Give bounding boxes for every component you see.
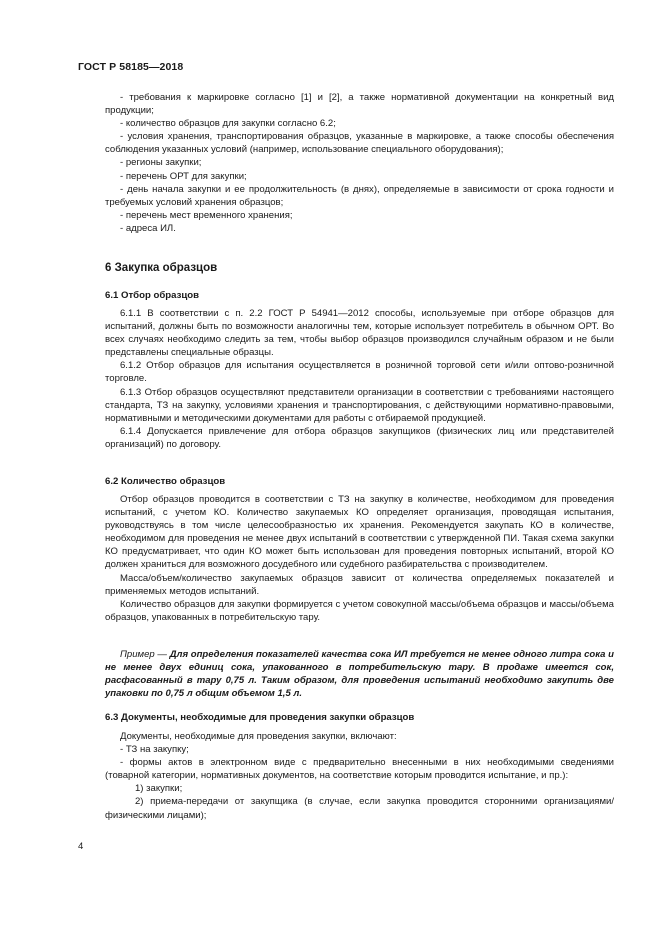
paragraph: Документы, необходимые для проведения закупки, включают: (120, 731, 397, 742)
requirements-list (105, 91, 614, 235)
list-item: - регионы закупки; (120, 157, 202, 169)
list-item: - требования к маркировке согласно [1] и [2], а также нормативной документации на конкретный вид продукции; (105, 92, 614, 117)
example-text: Для определения показателей качества сока ИЛ требуется не менее одного литра сока и не менее двух единиц сока, упакованного в потребительскую тару. В продаже имеется сок, расфасованный в тару 0,75 л. Таким образом, для проведения испытаний необходимо закупить две упаковки по 0,75 л общим объемом 1,5 л. (105, 649, 614, 700)
paragraph: Количество образцов для закупки формируется с учетом совокупной массы/объема образцов и массы/объема образцов, упакованных в потребительскую тару. (105, 598, 614, 623)
list-item: - формы актов в электронном виде с предварительно внесенными в них необходимыми сведениями (товарной категории, нормативных документов, на соответствие которым проводится испытание, и пр.): (105, 757, 614, 782)
paragraph: 6.1.4 Допускается привлечение для отбора образцов закупщиков (физических лиц или представителей организаций) по договору. (105, 425, 614, 450)
list-item: - адреса ИЛ. (120, 222, 176, 234)
paragraph: 6.1.3 Отбор образцов осуществляют представители организации в соответствии с требованиями настоящего стандарта, ТЗ на закупку, условиями хранения и транспортирования, с действующими нормативно-правовыми, нормативными и методическими документами для работы с отбираемой продукцией. (105, 386, 614, 424)
paragraph: 6.1.2 Отбор образцов для испытания осуществляется в розничной торговой сети и/или оптово-розничной торговле. (105, 360, 614, 385)
list-item: - день начала закупки и ее продолжительность (в днях), определяемые в зависимости от срока годности и требуемых условий хранения образцов; (105, 183, 614, 208)
section-6-2-body (105, 493, 614, 624)
section-6-heading: 6 Закупка образцов (105, 262, 218, 274)
list-item: - количество образцов для закупки согласно 6.2; (120, 118, 336, 130)
paragraph: 6.1.1 В соответствии с п. 2.2 ГОСТ Р 54941—2012 способы, используемые при отборе образцов для испытаний, должны быть по возможности аналогичны тем, которые использует потребитель в обычном ОРТ. Во всех случаях необходимо следить за тем, чтобы выбор образцов производился случайным образом и не были представлены специальные образцы. (105, 308, 614, 359)
page-number: 4 (78, 841, 84, 852)
standard-number: ГОСТ Р 58185—2018 (78, 61, 184, 73)
section-6-3-body (105, 730, 614, 822)
paragraph: Масса/объем/количество закупаемых образцов зависит от количества определяемых показателей и применяемых методов испытаний. (105, 572, 614, 597)
example-note (105, 648, 614, 700)
list-item: - ТЗ на закупку; (120, 744, 189, 756)
section-6-3-heading: 6.3 Документы, необходимые для проведения закупки образцов (105, 712, 415, 723)
section-6-1-body (105, 307, 614, 451)
paragraph: Отбор образцов проводится в соответствии с ТЗ на закупку в количестве, необходимом для проведения испытаний, с учетом КО. Количество закупаемых КО определяет организация, проводящая испытания, руководствуясь в том числе целесообразностью их хранения. Рекомендуется закупать КО в количестве, необходимом для проведения не менее двух испытаний в соответствии с утвержденной ПИ. Такая схема закупки КО предусматривает, что один КО может быть использован для проведения повторных испытаний, второй КО должен храниться для возможного досудебного или судебного разбирательства с производителем. (105, 494, 614, 571)
list-item: - перечень ОРТ для закупки; (120, 170, 247, 182)
section-6-2-heading: 6.2 Количество образцов (105, 476, 226, 487)
list-subitem: 1) закупки; (135, 783, 183, 795)
section-6-1-heading: 6.1 Отбор образцов (105, 290, 199, 301)
list-item: - перечень мест временного хранения; (120, 209, 293, 221)
list-subitem: 2) приема-передачи от закупщика (в случае, если закупка проводится сторонними организациями/физическими лицами); (105, 796, 614, 821)
list-item: - условия хранения, транспортирования образцов, указанные в маркировке, а также способы обеспечения соблюдения указанных условий (например, использование специального оборудования); (105, 131, 614, 156)
example-label: Пример — (120, 649, 167, 660)
